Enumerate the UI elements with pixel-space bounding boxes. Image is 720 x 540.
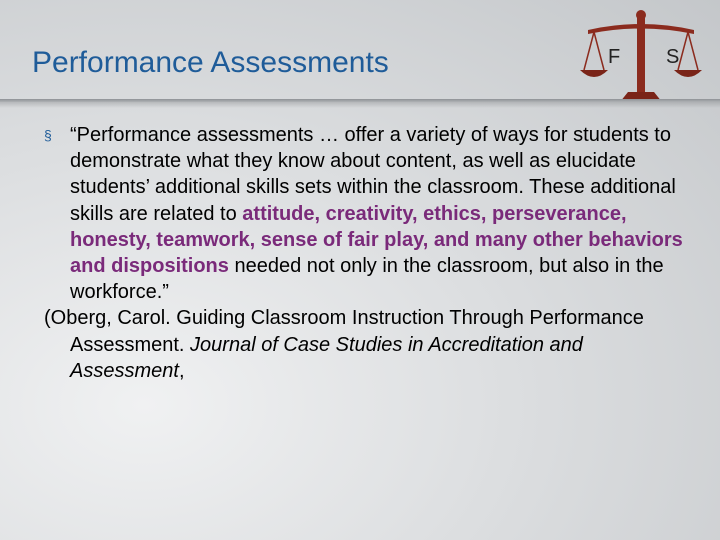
citation-journal: Journal of Case Studies in Accreditation and Assessment — [70, 333, 583, 382]
scale-letter-right: S — [666, 46, 680, 68]
square-bullet-icon: § — [44, 127, 52, 143]
title-divider-shadow — [0, 102, 720, 108]
quote-text: “Performance assessments … offer a variety of ways for students to demonstrate what they know about content, as well as elucidate students’ additional skills sets within the classroom. These additional skills are related to — [70, 124, 676, 225]
citation — [44, 305, 684, 384]
quote-highlight: attitude, creativity, ethics, perseverance, honesty, teamwork, sense of fair play, and many other behaviors and dispositions — [70, 202, 683, 278]
quote-paragraph — [44, 122, 684, 305]
slide-body — [44, 122, 684, 384]
citation-text: (Oberg, Carol. Guiding Classroom Instruction Through Performance Assessment. — [44, 307, 644, 356]
scale-letter-left: F — [608, 46, 621, 68]
citation-trail: , — [178, 359, 185, 382]
slide-title: Performance Assessments — [32, 46, 389, 79]
quote-text-end: needed not only in the classroom, but also in the workforce.” — [70, 255, 664, 304]
balance-scale-icon — [580, 8, 702, 108]
